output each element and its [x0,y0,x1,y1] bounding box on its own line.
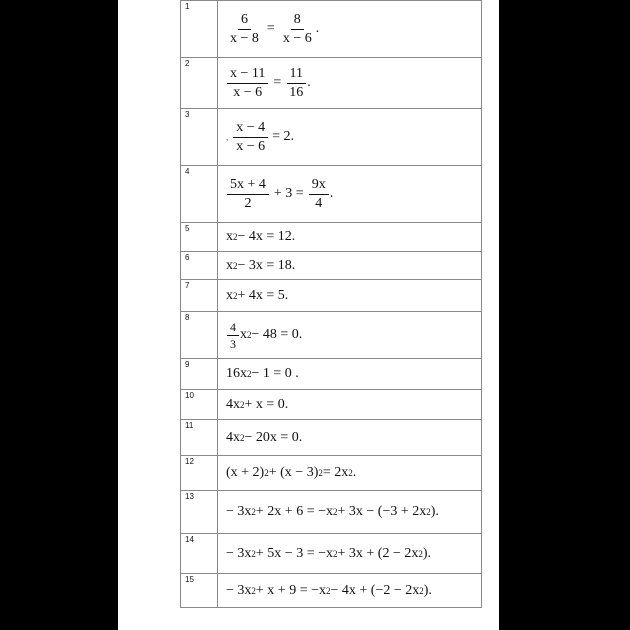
row-number: 9 [181,359,218,390]
document-page [118,0,499,630]
fraction: $\frac{11}{16}$ [286,67,306,100]
equation: 4x 2 + x = 0. [218,390,482,420]
row-number: 1 [181,1,218,58]
fraction: $\frac{9x}{4}$ [309,178,329,211]
equation: x 2 − 4x = 12. [218,223,482,252]
table-row [181,252,482,280]
table-row [181,534,482,574]
equation: 4x 2 − 20x = 0. [218,420,482,456]
table-row [181,223,482,252]
row-number: 8 [181,312,218,359]
table-row [181,390,482,420]
equation: − 3x 2 + 2x + 6 = −x 2 + 3x − (−3 + 2x 2 ). [218,491,482,534]
equation: x 2 + 4x = 5. [218,280,482,312]
row-number: 4 [181,166,218,223]
table-row [181,280,482,312]
table-row [181,109,482,166]
equation: , $\frac{x - 4}{x - 6}$ = 2. [218,109,482,166]
table-row [181,574,482,608]
fraction: $\frac{x - 4}{x - 6}$ [233,121,268,154]
equation: $\frac{5x + 4}{2}$ + 3 = $\frac{9x}{4}$ . [218,166,482,223]
equation: (x + 2) 2 + (x − 3) 2 = 2x 2 . [218,456,482,491]
table-row [181,359,482,390]
row-number: 7 [181,280,218,312]
equation: $\frac{4}{3}$ x 2 − 48 = 0. [218,312,482,359]
row-number: 14 [181,534,218,574]
fraction: $\frac{x - 11}{x - 6}$ [227,67,268,100]
row-number: 2 [181,58,218,109]
table-row [181,491,482,534]
row-number: 15 [181,574,218,608]
table-row [181,420,482,456]
equation: 16x 2 − 1 = 0 . [218,359,482,390]
row-number: 10 [181,390,218,420]
equation: $\frac{6}{x - 8}$ = $\frac{8}{x - 6}$ . [218,1,482,58]
equation: − 3x 2 + x + 9 = −x 2 − 4x + (−2 − 2x 2 ). [218,574,482,608]
row-number: 12 [181,456,218,491]
row-number: 3 [181,109,218,166]
fraction: $\frac{6}{x - 8}$ [230,11,259,46]
equation: x 2 − 3x = 18. [218,252,482,280]
row-number: 13 [181,491,218,534]
row-number: 5 [181,223,218,252]
table-row [181,456,482,491]
row-number: 11 [181,420,218,456]
table-row [181,1,482,58]
table-row [181,166,482,223]
equation-table [180,0,482,608]
fraction: $\frac{8}{x - 6}$ [282,11,312,46]
table-row [181,312,482,359]
equation: $\frac{x - 11}{x - 6}$ = $\frac{11}{16}$ . [218,58,482,109]
table-row [181,58,482,109]
equation: − 3x 2 + 5x − 3 = −x 2 + 3x + (2 − 2x 2 ). [218,534,482,574]
row-number: 6 [181,252,218,280]
fraction: $\frac{5x + 4}{2}$ [227,178,269,211]
fraction: $\frac{4}{3}$ [227,321,239,350]
